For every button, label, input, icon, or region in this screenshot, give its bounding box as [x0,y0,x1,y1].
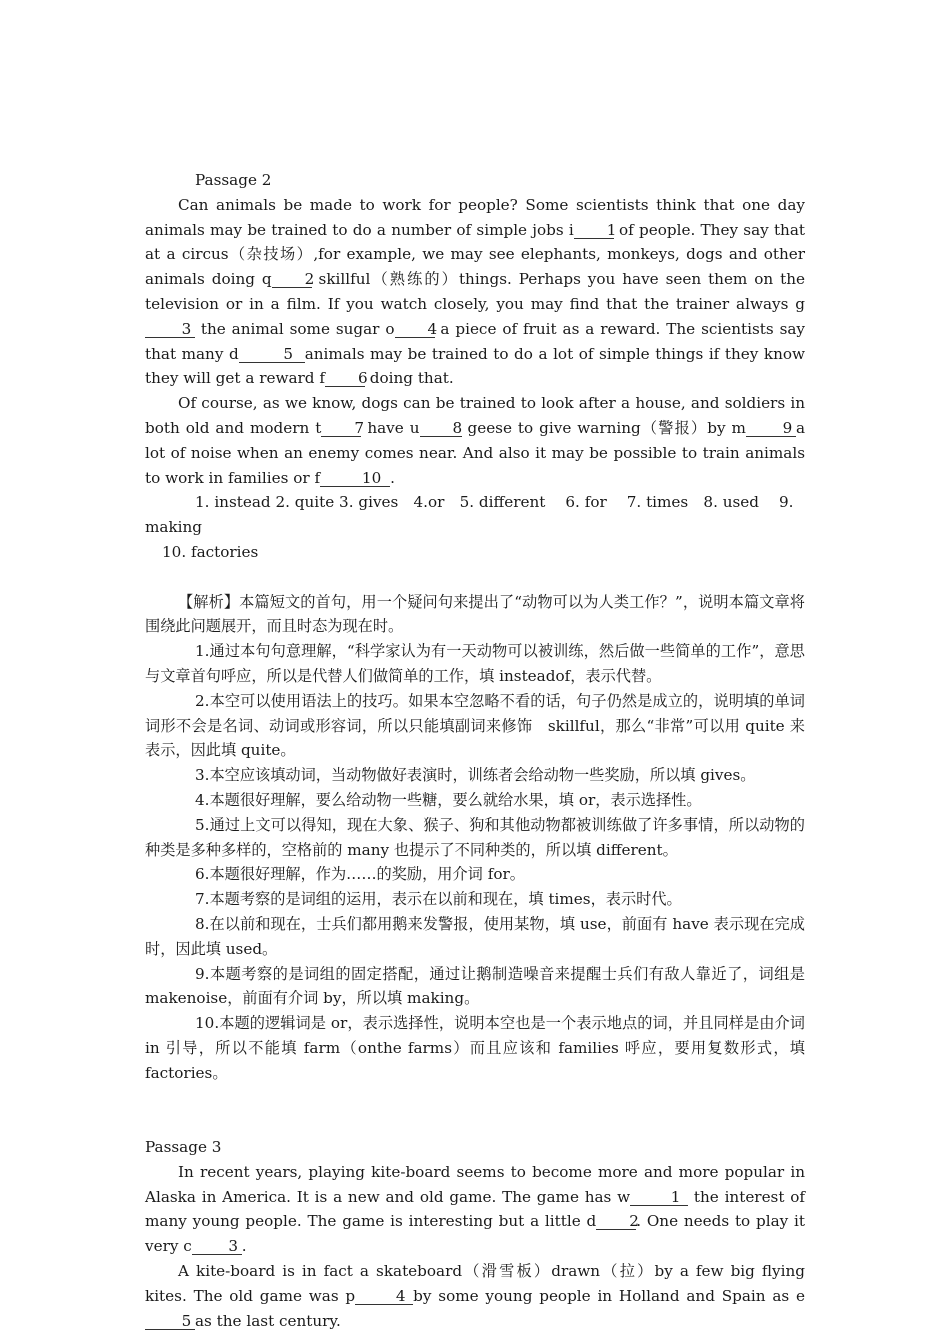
text-run: Can animals be made to work for people? Some scientists think that one day animals may be trained to do a number of simple jobs i [145,195,805,239]
blank-3: 3 [192,1238,242,1255]
text-run: . [390,468,395,487]
passage-3-title: Passage 3 [145,1138,222,1157]
blank-2: 2 [272,271,312,288]
blank-5: 5 [145,1313,195,1330]
analysis-item-2: 2.本空可以使用语法上的技巧。如果本空忽略不看的话，句子仍然是成立的，说明填的单词词形不会是名词、动词或形容词，所以只能填副词来修饰 skillful，那么“非常”可以用 quite 来表示，因此填 quite。 [145,691,805,760]
blank-2: 2 [596,1213,636,1230]
spacer [145,1085,805,1135]
text-run: geese to give warning（警报）by m [461,418,746,437]
passage-2-paragraph-1 [145,193,805,391]
analysis-item-8: 8.在以前和现在，士兵们都用鹅来发警报，使用某物，填 use，前面有 have 表示现在完成时，因此填 used。 [145,914,805,958]
text-run: In recent years, playing kite-board seems to become more and more popular in Alaska in America. It is a new and old game. The game has w [145,1162,805,1206]
blank-9: 9 [746,420,796,437]
text-run: doing that. [364,369,454,388]
text-run: . [241,1237,247,1256]
blank-7: 7 [321,420,361,437]
answer-key-line-1: 1. instead 2. quite 3. gives 4.or 5. different 6. for 7. times 8. used 9. making [145,493,794,537]
passage-2-title: Passage 2 [195,171,272,189]
analysis-item-10: 10.本题的逻辑词是 or，表示选择性，说明本空也是一个表示地点的词，并且同样是由介词 in 引导，所以不能填 farm（onthe farms）而且应该和 families 呼应，要用复数形式，填 factories。 [145,1014,805,1082]
passage-3-paragraph-2 [145,1259,805,1333]
text-run: have u [361,418,420,437]
spacer [145,565,805,590]
text-run: . One needs to play it very c [145,1212,805,1256]
blank-10: 10 [320,470,390,487]
analysis-item-6: 6.本题很好理解，作为……的奖励，用介词 for。 [195,865,525,884]
analysis-item-3: 3.本空应该填动词，当动物做好表演时，训练者会给动物一些奖励，所以填 gives。 [195,766,756,785]
blank-8: 8 [420,420,462,437]
passage-3-paragraph-1 [145,1160,805,1259]
analysis-item-1: 1.通过本句句意理解，“科学家认为有一天动物可以被训练，然后做一些简单的工作”，意思与文章首句呼应，所以是代替人们做简单的工作，填 insteadof，表示代替。 [145,642,805,685]
text-run: a piece of fruit as a reward. The scientists say that many d [145,319,805,363]
analysis-item-7: 7.本题考察的是词组的运用，表示在以前和现在，填 times，表示时代。 [195,890,682,909]
passage-2-paragraph-2 [145,391,805,490]
analysis-item-5: 5.通过上文可以得知，现在大象、猴子、狗和其他动物都被训练做了许多事情，所以动物的种类是多种多样的，空格前的 many 也提示了不同种类的，所以填 different。 [145,815,805,859]
text-run: a lot of noise when an enemy comes near. And also it may be possible to train animals to work in families or f [145,418,805,487]
blank-4: 4 [355,1288,413,1305]
blank-5: 5 [239,346,305,363]
blank-3: 3 [145,321,195,338]
text-run: as the last century. [195,1311,341,1330]
text-run: the interest of many young people. The game is interesting but a little d [145,1187,805,1231]
text-run: animals may be trained to do a lot of simple things if they know they will get a reward f [145,344,805,388]
blank-6: 6 [325,370,365,387]
text-run: of people. They say that at a circus（杂技场）,for example, we may see elephants, monkeys, dogs and other animals doing q [145,220,805,289]
text-run: skillful（熟练的）things. Perhaps you have seen them on the television or in a film. If you watch closely, you may find that the trainer always g [145,270,805,313]
blank-1: 1 [574,222,614,239]
analysis-item-9: 9.本题考察的是词组的固定搭配，通过让鹅制造噪音来提醒士兵们有敌人靠近了，词组是 makenoise，前面有介词 by，所以填 making。 [145,964,805,1008]
blank-4: 4 [395,321,435,338]
analysis-item-4: 4.本题很好理解，要么给动物一些糖，要么就给水果，填 or，表示选择性。 [195,790,702,809]
text-run: Of course, as we know, dogs can be trained to look after a house, and soldiers in both old and modern t [145,394,805,437]
document-page [145,168,805,1333]
blank-1: 1 [630,1189,688,1206]
text-run: by some young people in Holland and Spain as e [413,1286,805,1305]
text-run: A kite-board is in fact a skateboard（滑雪板）drawn（拉）by a few big flying kites. The old game was p [145,1262,805,1305]
answer-key-line-2: 10. factories [162,542,259,561]
text-run: the animal some sugar o [195,319,395,338]
analysis-intro: 【解析】本篇短文的首句，用一个疑问句来提出了“动物可以为人类工作？”，说明本篇文章将围绕此问题展开，而且时态为现在时。 [145,592,805,636]
